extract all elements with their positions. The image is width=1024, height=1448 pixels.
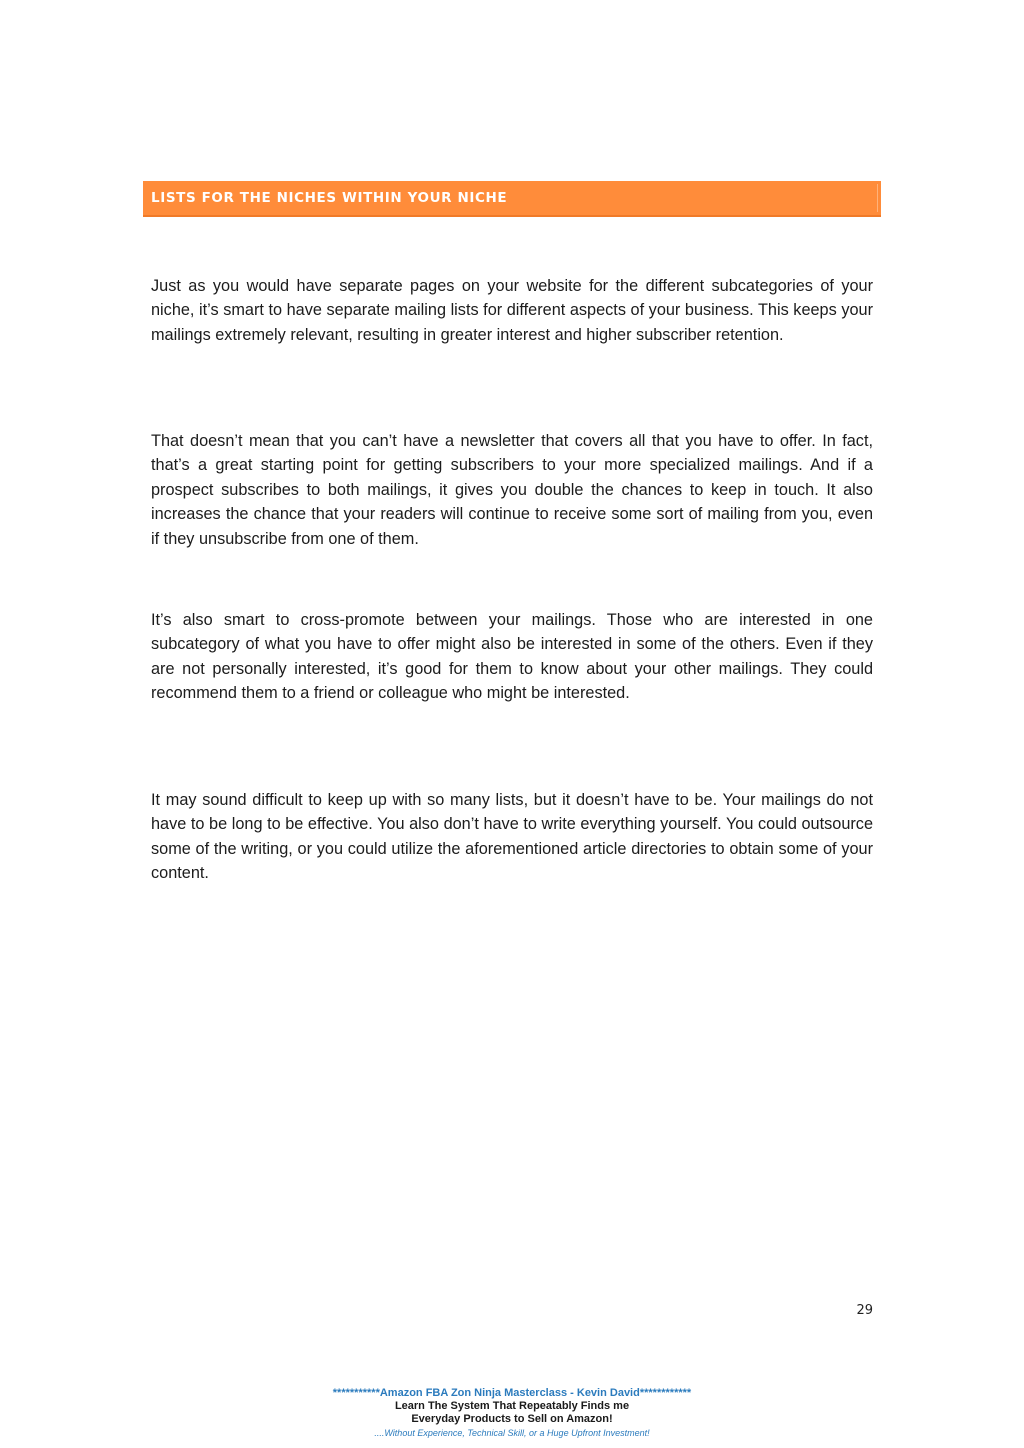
- footer-line-1: Learn The System That Repeatably Finds me: [394, 1400, 630, 1412]
- section-title: LISTS FOR THE NICHES WITHIN YOUR NICHE: [151, 190, 508, 206]
- footer-line-2: Everyday Products to Sell on Amazon!: [411, 1413, 613, 1425]
- body-paragraph-3: It’s also smart to cross-promote between your mailings. Those who are interested in one subcategory of what you have to offer might also be interested in some of the others. Even if they are not personally interested, it’s good for them to know about your other mailings. They could recommend them to a friend or colleague who might be interested.: [151, 611, 873, 703]
- section-header-bar: [143, 181, 881, 217]
- body-paragraph-2: That doesn’t mean that you can’t have a newsletter that covers all that you have to offer. In fact, that’s a great starting point for getting subscribers to your more specialized mailings. And if a prospect subscribes to both mailings, it gives you double the chances to keep in touch. It also increases the chance that your readers will continue to receive some sort of mailing from you, even if they unsubscribe from one of them.: [151, 432, 873, 548]
- page-number: 29: [856, 1303, 873, 1318]
- body-paragraph-1: Just as you would have separate pages on your website for the different subcategories of your niche, it’s smart to have separate mailing lists for different aspects of your business. This keeps your mailings extremely relevant, resulting in greater interest and higher subscriber retention.: [151, 277, 873, 344]
- page-footer: [0, 1386, 1024, 1440]
- footer-brand: ***********Amazon FBA Zon Ninja Masterclass - Kevin David************: [332, 1387, 692, 1399]
- body-paragraph-4: It may sound difficult to keep up with so many lists, but it doesn’t have to be. Your mailings do not have to be long to be effective. You also don’t have to write everything yourself. You could outsource some of the writing, or you could utilize the aforementioned article directories to obtain some of your content.: [151, 791, 873, 883]
- footer-tagline: ....Without Experience, Technical Skill, or a Huge Upfront Investment!: [374, 1428, 650, 1438]
